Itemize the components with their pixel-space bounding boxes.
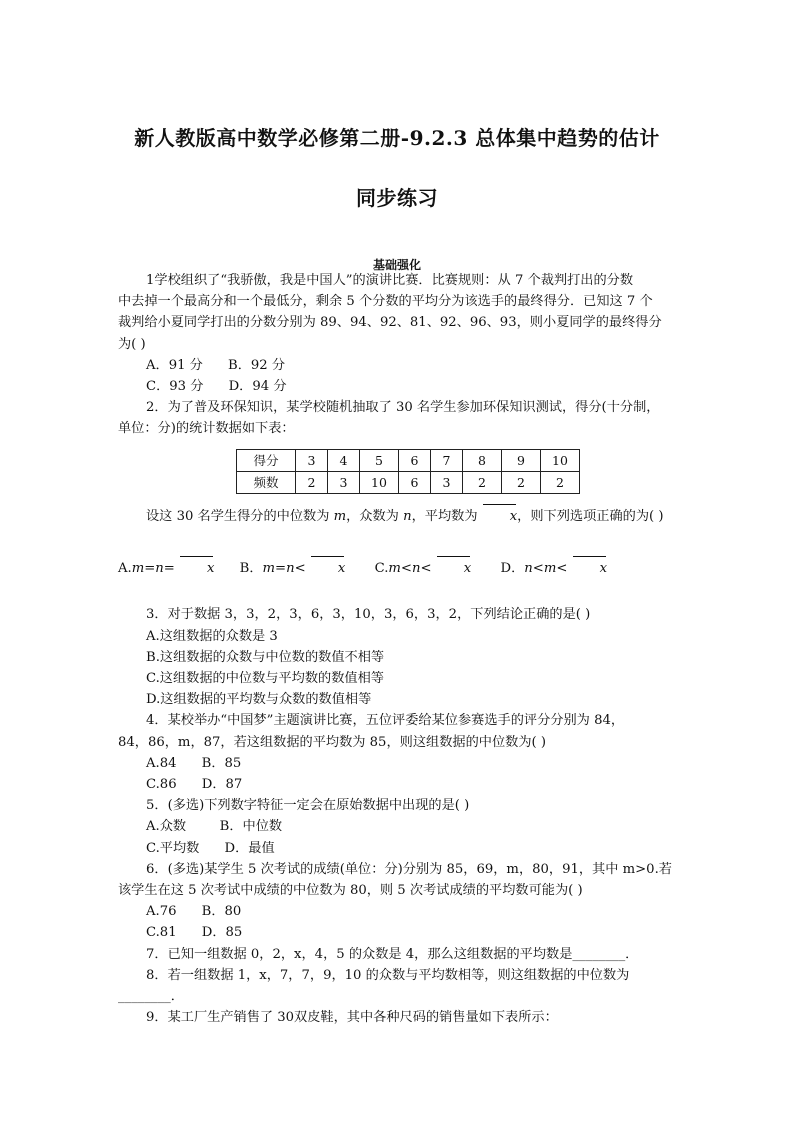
table-cell: 7	[431, 449, 463, 471]
q3-option-d: D.这组数据的平均数与众数的数值相等	[146, 692, 372, 708]
q6-options-cd: C.81 D．85	[146, 925, 243, 941]
q7-line1: 7．已知一组数据 0，2，x，4，5 的众数是 4，那么这组数据的平均数是________．	[146, 946, 639, 962]
q2-option-d-expr: n<m<	[524, 561, 568, 577]
table-cell: 8	[463, 449, 502, 471]
q4-line2: 84，86，m，87，若这组数据的平均数为 85，则这组数据的中位数为( )	[118, 734, 546, 750]
var-xbar: x	[436, 558, 471, 579]
q2-option-b-expr: m=n<	[262, 561, 306, 577]
table-cell: 5	[360, 449, 399, 471]
table-header-cell: 得分	[237, 449, 296, 471]
table-cell: 2	[296, 472, 328, 494]
q4-options-ab: A.84 B．85	[146, 755, 242, 771]
q2-stem-text: ，则下列选项正确的为( )	[517, 508, 664, 524]
var-xbar: x	[572, 558, 607, 579]
table-cell: 10	[541, 449, 580, 471]
q5-options-cd: C.平均数 D．最值	[146, 840, 275, 856]
q2-option-d-label: D．	[500, 561, 525, 577]
q8-line2: ________．	[118, 989, 184, 1005]
q4-line1: 4．某校举办“中国梦”主题演讲比赛，五位评委给某位参赛选手的评分分别为 84，	[146, 713, 625, 729]
q2-stem	[118, 506, 688, 527]
q6-options-ab: A.76 B．80	[146, 904, 242, 920]
q9-line1: 9．某工厂生产销售了 30双皮鞋，其中各种尺码的销售量如下表所示：	[146, 1010, 558, 1026]
table-cell: 2	[502, 472, 541, 494]
var-m: m	[333, 508, 347, 524]
table-cell: 6	[399, 472, 431, 494]
q2-stem-text: ，平均数为	[411, 508, 482, 524]
q6-line1: 6．(多选)某学生 5 次考试的成绩(单位：分)分别为 85，69，m，80，91，其中 m>0.若	[146, 861, 672, 877]
var-xbar: x	[482, 506, 517, 527]
q1-options-cd: C．93 分 D．94 分	[146, 379, 287, 395]
q3-option-b: B.这组数据的众数与中位数的数值不相等	[146, 649, 385, 665]
q2-option-a-label: A.	[118, 561, 132, 577]
q2-line2: 单位：分)的统计数据如下表：	[118, 421, 295, 437]
var-xbar: x	[179, 558, 214, 579]
var-xbar: x	[310, 558, 345, 579]
q3-option-a: A.这组数据的众数是 3	[146, 628, 278, 644]
q1-line2: 中去掉一个最高分和一个最低分，剩余 5 个分数的平均分为该选手的最终得分．已知这 7 个	[118, 294, 653, 310]
q2-line1: 2．为了普及环保知识，某学校随机抽取了 30 名学生参加环保知识测试，得分(十分制，	[146, 400, 660, 416]
table-row	[237, 449, 580, 471]
q3-line1: 3．对于数据 3，3，2，3，6，3，10，3，6，3，2，下列结论正确的是( )	[146, 607, 591, 623]
q2-option-c-label: C.	[374, 561, 389, 577]
q1-line3: 裁判给小夏同学打出的分数分别为 89、94、92、81、92、96、93，则小夏同学的最终得分	[118, 315, 662, 331]
table-cell: 3	[296, 449, 328, 471]
var-n: n	[403, 508, 412, 524]
q4-options-cd: C.86 D．87	[146, 777, 243, 793]
q2-options	[118, 537, 688, 601]
table-cell: 10	[360, 472, 399, 494]
q5-options-ab: A.众数 B．中位数	[146, 819, 283, 835]
q2-table-wrap	[118, 446, 688, 498]
q2-option-c-expr: m<n<	[388, 561, 432, 577]
q2-option-a-expr: m=n=	[131, 561, 175, 577]
table-cell: 4	[328, 449, 360, 471]
table-row	[237, 472, 580, 494]
table-cell: 6	[399, 449, 431, 471]
document-subtitle: 同步练习	[356, 186, 438, 210]
q1-line4: 为( )	[118, 336, 146, 352]
table-cell: 9	[502, 449, 541, 471]
table-cell: 2	[463, 472, 502, 494]
q2-stem-text: 设这 30 名学生得分的中位数为	[146, 508, 334, 524]
table-cell: 2	[541, 472, 580, 494]
table-cell: 3	[431, 472, 463, 494]
q3-option-c: C.这组数据的中位数与平均数的数值相等	[146, 671, 384, 687]
q2-option-b-label: B．	[239, 561, 263, 577]
document-body	[118, 270, 688, 1029]
score-frequency-table	[236, 449, 580, 494]
section-heading: 基础强化	[372, 258, 421, 272]
table-header-cell: 频数	[237, 472, 296, 494]
q8-line1: 8．若一组数据 1，x，7，7，9，10 的众数与平均数相等，则这组数据的中位数为	[146, 967, 630, 983]
table-cell: 3	[328, 472, 360, 494]
q6-line2: 该学生在这 5 次考试中成绩的中位数为 80，则 5 次考试成绩的平均数可能为( )	[118, 883, 583, 899]
q1-line1: 1学校组织了“我骄傲，我是中国人”的演讲比赛．比赛规则：从 7 个裁判打出的分数	[146, 273, 634, 288]
q2-stem-text: ，众数为	[346, 508, 404, 524]
q1-options-ab: A．91 分 B．92 分	[146, 357, 286, 373]
document-title: 新人教版高中数学必修第二册-9.2.3 总体集中趋势的估计	[134, 126, 660, 150]
q5-line1: 5．(多选)下列数字特征一定会在原始数据中出现的是( )	[146, 798, 470, 814]
